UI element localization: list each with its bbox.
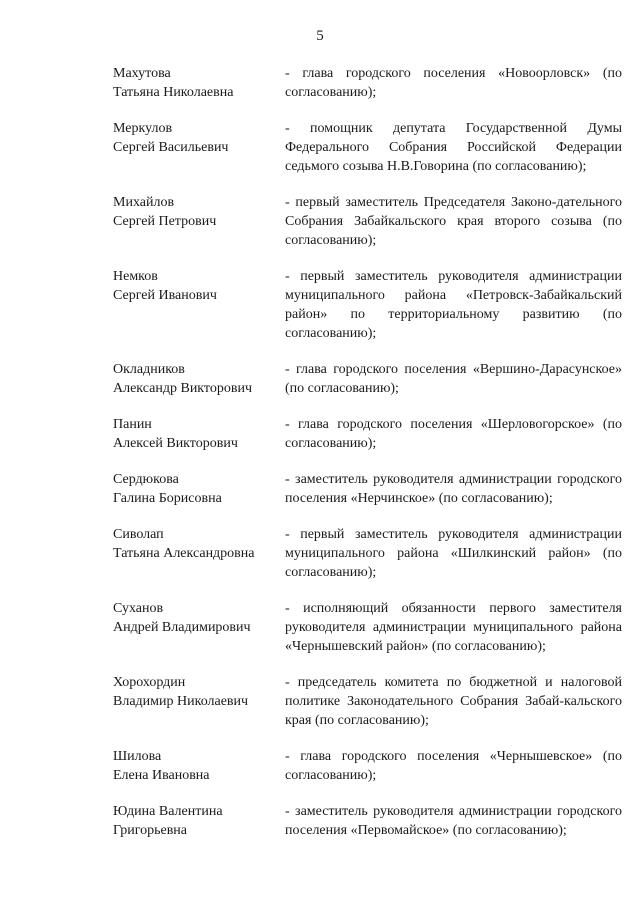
member-role: - глава городского поселения «Чернышевское» (по согласованию); [285,749,622,783]
member-given-name: Сергей Иванович [113,288,217,303]
member-role: - заместитель руководителя администрации городского поселения «Нерчинское» (по согласованию); [285,472,622,506]
member-row [113,415,623,453]
member-surname: Шилова [113,749,162,764]
member-given-name: Татьяна Николаевна [113,85,234,100]
page-number: 5 [316,28,324,44]
member-given-name: Татьяна Александровна [113,546,255,561]
member-name [113,599,285,656]
member-row [113,470,623,508]
member-surname: Михайлов [113,195,175,210]
member-name [113,802,285,840]
member-list [113,64,623,840]
member-given-name: Алексей Викторович [113,436,238,451]
member-row [113,525,623,582]
member-row [113,267,623,343]
member-surname: Махутова [113,66,171,81]
member-row [113,747,623,785]
member-name [113,64,285,102]
member-role: - глава городского поселения «Вершино-Дарасунское» (по согласованию); [285,362,622,396]
member-surname: Сердюкова [113,472,179,487]
member-name [113,193,285,250]
member-surname: Сиволап [113,527,164,542]
member-given-name: Сергей Петрович [113,214,217,229]
member-surname: Немков [113,269,158,284]
member-role: - помощник депутата Государственной Думы Федерального Собрания Российской Федерации седьмого созыва Н.В.Говорина (по согласованию); [285,121,622,174]
member-given-name: Галина Борисовна [113,491,222,506]
member-role: - первый заместитель Председателя Законо-дательного Собрания Забайкальского края второго созыва (по согласованию); [285,195,622,248]
member-name [113,747,285,785]
member-surname: Панин [113,417,152,432]
member-role: - первый заместитель руководителя администрации муниципального района «Шилкинский район» (по согласованию); [285,527,622,580]
member-surname: Суханов [113,601,164,616]
member-name [113,525,285,582]
member-row [113,599,623,656]
member-row [113,119,623,176]
member-given-name: Андрей Владимирович [113,620,251,635]
member-row [113,193,623,250]
member-surname: Окладников [113,362,185,377]
member-surname: Меркулов [113,121,173,136]
member-name [113,673,285,730]
member-given-name: Григорьевна [113,823,188,838]
member-name [113,119,285,176]
member-role: - исполняющий обязанности первого заместителя руководителя администрации муниципального района «Чернышевский район» (по согласованию); [285,601,622,654]
member-name [113,415,285,453]
member-name [113,267,285,343]
member-name [113,360,285,398]
member-row [113,64,623,102]
member-name [113,470,285,508]
member-role: - глава городского поселения «Новоорловск» (по согласованию); [285,66,622,100]
member-row [113,673,623,730]
member-role: - заместитель руководителя администрации городского поселения «Первомайское» (по согласованию); [285,804,622,838]
member-given-name: Сергей Васильевич [113,140,229,155]
member-row [113,802,623,840]
member-role: - глава городского поселения «Шерловогорское» (по согласованию); [285,417,622,451]
member-surname: Юдина Валентина [113,804,223,819]
member-row [113,360,623,398]
member-surname: Хорохордин [113,675,186,690]
member-given-name: Елена Ивановна [113,768,210,783]
member-given-name: Александр Викторович [113,381,253,396]
member-given-name: Владимир Николаевич [113,694,249,709]
member-role: - первый заместитель руководителя администрации муниципального района «Петровск-Забайкальский район» по территориальному развитию (по согласованию); [285,269,622,341]
member-role: - председатель комитета по бюджетной и налоговой политике Законодательного Собрания Забай-кальского края (по согласованию); [285,675,622,728]
